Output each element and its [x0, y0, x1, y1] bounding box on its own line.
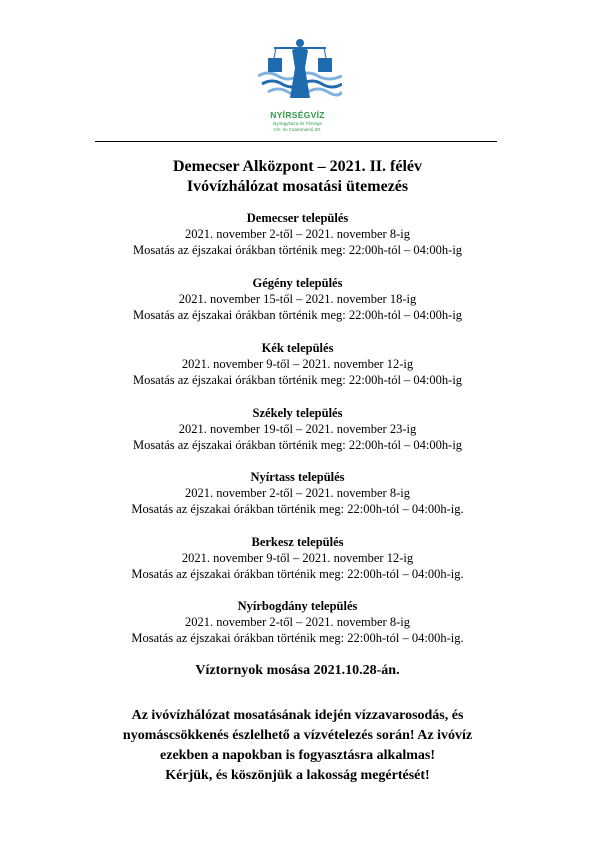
schedule-note: Mosatás az éjszakai órákban történik meg: 22:00h-tól – 04:00h-ig. — [131, 631, 464, 645]
schedule-section — [0, 534, 595, 582]
settlement-name: Gégény település — [252, 276, 343, 290]
warning-line: Az ivóvízhálózat mosatásának idején vízzavarosodás, és — [131, 708, 464, 723]
schedule-dates: 2021. november 15-től – 2021. november 18-ig — [178, 292, 417, 306]
schedule-section — [0, 275, 595, 323]
schedule-dates: 2021. november 2-től – 2021. november 8-ig — [185, 486, 410, 500]
logo-subtitle: Nyíregyháza és Térsége — [273, 121, 322, 126]
page-title: Demecser Alközpont – 2021. II. félév — [173, 158, 422, 175]
schedule-note: Mosatás az éjszakai órákban történik meg: 22:00h-tól – 04:00h-ig. — [131, 502, 464, 516]
settlement-name: Székely település — [252, 406, 343, 420]
warning-text — [0, 706, 595, 766]
warning-line: ezekben a napokban is fogyasztásra alkalmas! — [160, 748, 435, 763]
schedule-note: Mosatás az éjszakai órákban történik meg: 22:00h-tól – 04:00h-ig — [132, 438, 463, 452]
schedule-dates: 2021. november 19-től – 2021. november 23-ig — [178, 422, 417, 436]
settlement-name: Nyírtass település — [250, 470, 345, 484]
schedule-dates: 2021. november 2-től – 2021. november 8-ig — [185, 227, 410, 241]
schedule-section — [0, 405, 595, 453]
schedule-section — [0, 340, 595, 388]
schedule-note: Mosatás az éjszakai órákban történik meg: 22:00h-tól – 04:00h-ig — [132, 243, 463, 257]
thanks-text: Kérjük, és köszönjük a lakosság megértését! — [165, 768, 430, 783]
settlement-name: Nyírbogdány település — [237, 599, 358, 613]
header-divider — [95, 141, 497, 142]
settlement-name: Demecser település — [246, 211, 349, 225]
schedule-section — [0, 210, 595, 258]
schedule-dates: 2021. november 9-től – 2021. november 12-ig — [181, 551, 414, 565]
schedule-dates: 2021. november 2-től – 2021. november 8-ig — [185, 615, 410, 629]
logo-subtitle: Víz- és Csatornamű Zrt. — [273, 127, 322, 132]
schedule-note: Mosatás az éjszakai órákban történik meg: 22:00h-tól – 04:00h-ig — [132, 308, 463, 322]
settlement-name: Berkesz település — [251, 535, 344, 549]
warning-line: nyomáscsökkenés észlelhető a vízvételezés során! Az ivóvíz — [122, 728, 473, 743]
schedule-note: Mosatás az éjszakai órákban történik meg: 22:00h-tól – 04:00h-ig — [132, 373, 463, 387]
water-tower-notice: Víztornyok mosása 2021.10.28-án. — [195, 663, 400, 678]
schedule-note: Mosatás az éjszakai órákban történik meg: 22:00h-tól – 04:00h-ig. — [131, 567, 464, 581]
logo-name: NYÍRSÉGVÍZ — [270, 110, 325, 120]
page-subtitle: Ivóvízhálózat mosatási ütemezés — [186, 178, 409, 195]
schedule-section — [0, 469, 595, 517]
settlement-name: Kék település — [261, 341, 334, 355]
schedule-dates: 2021. november 9-től – 2021. november 12-ig — [181, 357, 414, 371]
schedule-section — [0, 598, 595, 646]
